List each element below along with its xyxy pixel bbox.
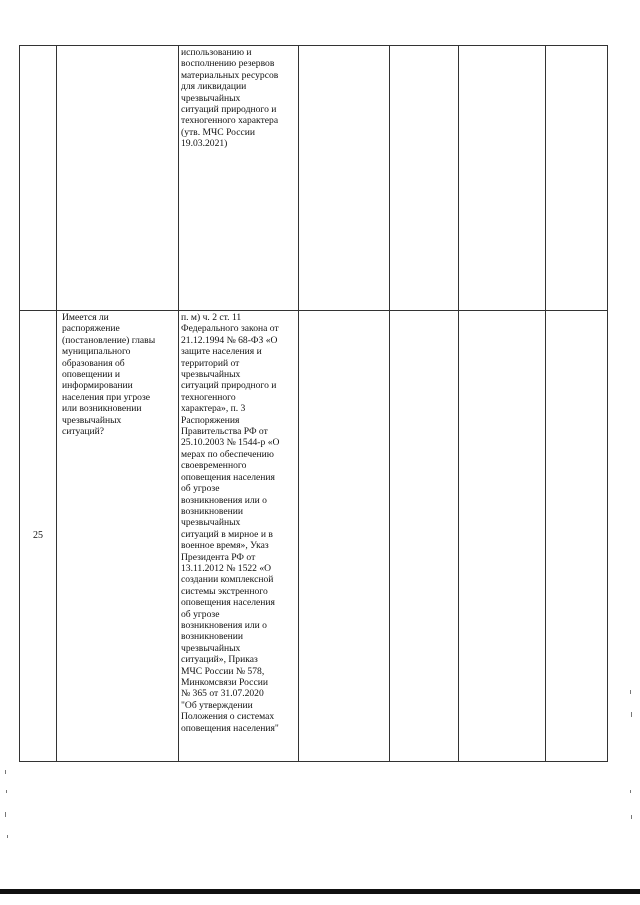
answer-cell <box>299 46 390 311</box>
answer-cell <box>459 311 546 762</box>
legal-basis-text: п. м) ч. 2 ст. 11 Федерального закона от 21.12.1994 № 68-ФЗ «О защите населения и территорий от чрезвычайных ситуаций природного и техногенного характера», п. 3 Распоряжения Правительства РФ от 25.10.2003 № 1544-р «О мерах по обеспечению своевременного оповещения населения об угрозе возникновения или о возникновении чрезвычайных ситуаций в мирное и в военное время», Указ Президента РФ от 13.11.2012 № 1522 «О создании комплексной системы экстренного оповещения населения об угрозе возникновения или о возникновении чрезвычайных ситуаций», Приказ МЧС России № 578, Минкомсвязи России № 365 от 31.07.2020 "Об утверждении Положения о системах оповещения населения" <box>181 312 280 734</box>
row-number-cell <box>20 311 57 762</box>
note-cell <box>546 46 608 311</box>
scan-mark <box>630 690 631 694</box>
scan-mark <box>5 812 6 817</box>
answer-cell <box>390 311 459 762</box>
row-number: 25 <box>33 530 43 542</box>
scan-mark <box>631 815 632 819</box>
question-text: Имеется ли распоряжение (постановление) главы муниципального образования об оповещении и информировании населения при угрозе или возникновении чрезвычайных ситуаций? <box>62 312 156 438</box>
table-row <box>20 311 608 762</box>
scan-bottom-edge <box>0 889 640 894</box>
scan-mark <box>631 712 632 717</box>
row-number-cell <box>20 46 57 311</box>
legal-basis-text: использованию и восполнению резервов материальных ресурсов для ликвидации чрезвычайных ситуаций природного и техногенного характера (утв. МЧС России 19.03.2021) <box>181 47 279 150</box>
answer-cell <box>459 46 546 311</box>
scan-mark <box>630 790 631 793</box>
scan-mark <box>7 835 8 838</box>
table-row <box>20 46 608 311</box>
checklist-table <box>19 45 608 762</box>
question-cell <box>57 311 179 762</box>
answer-cell <box>390 46 459 311</box>
legal-basis-cell <box>179 311 299 762</box>
note-cell <box>546 311 608 762</box>
question-cell <box>57 46 179 311</box>
scan-mark <box>5 770 6 774</box>
question-text <box>59 46 176 47</box>
legal-basis-cell <box>179 46 299 311</box>
answer-cell <box>299 311 390 762</box>
scan-mark <box>6 790 7 793</box>
